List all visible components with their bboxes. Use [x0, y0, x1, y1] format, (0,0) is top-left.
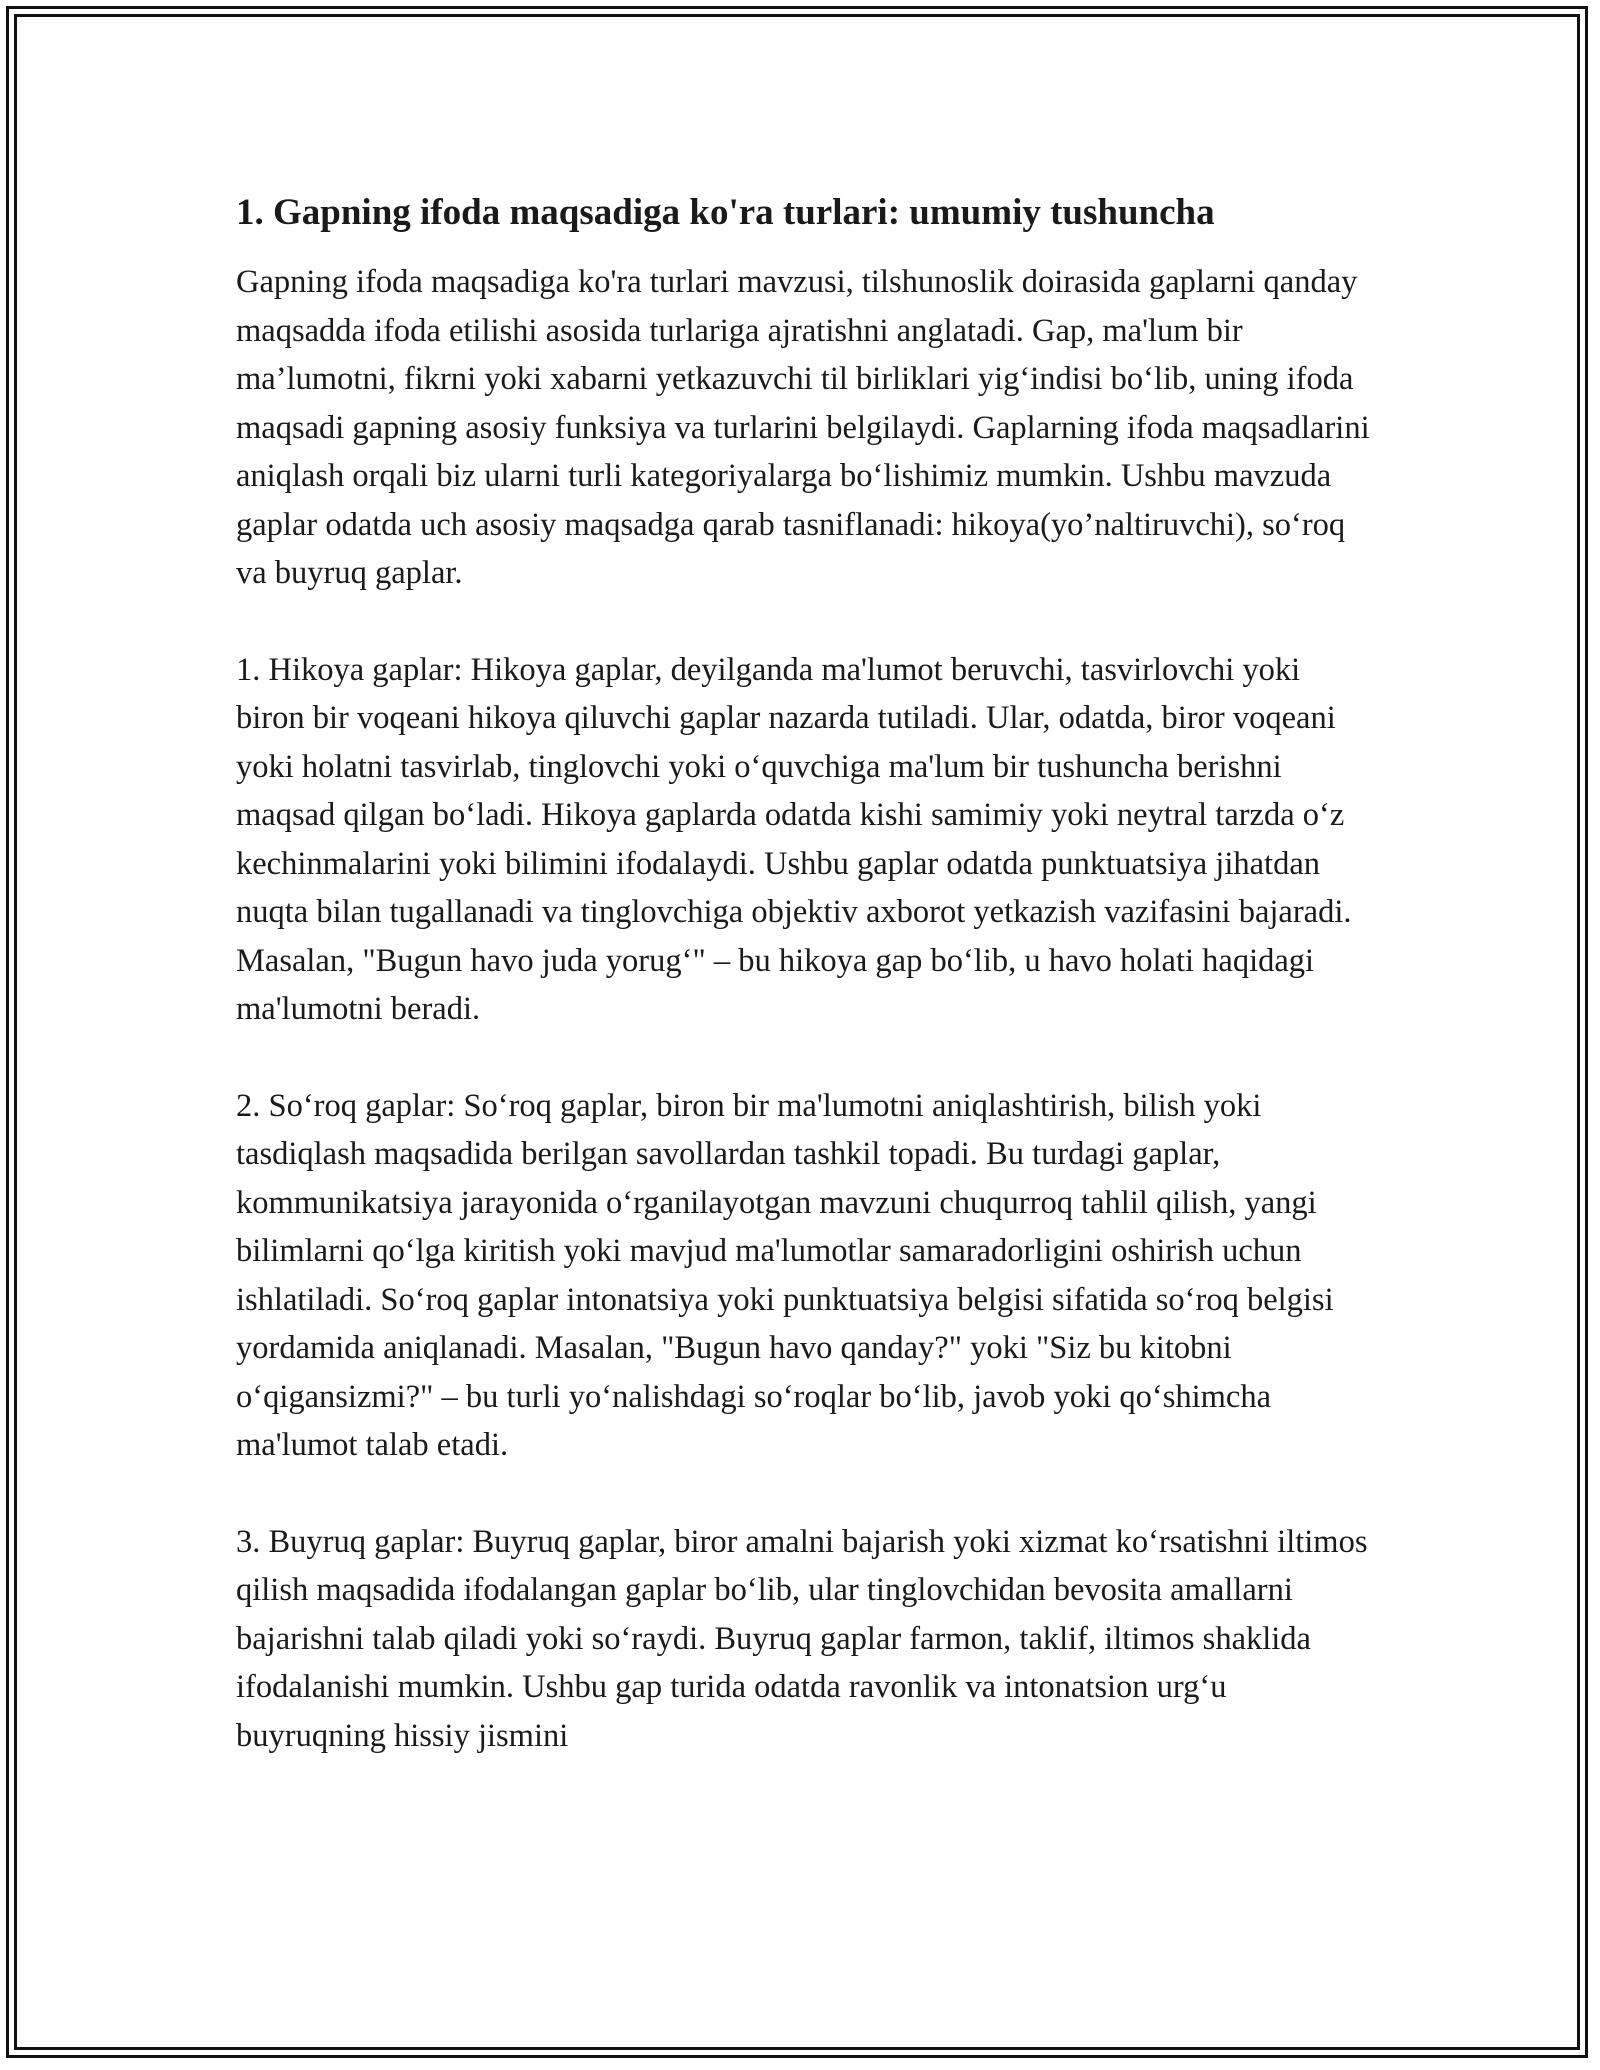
paragraph-buyruq-gaplar: 3. Buyruq gaplar: Buyruq gaplar, biror amalni bajarish yoki xizmat ko‘rsatishni iltimos qilish maqsadida ifodalangan gaplar bo‘lib, ular tinglovchidan bevosita amallarni bajarishni talab qiladi yoki so‘raydi. Buyruq gaplar farmon, taklif, iltimos shaklida ifodalanishi mumkin. Ushbu gap turida odatda ravonlik va intonatsion urg‘u buyruqning hissiy jismini	[236, 1523, 1368, 1754]
paragraph-soroq-gaplar: 2. So‘roq gaplar: So‘roq gaplar, biron bir ma'lumotni aniqlashtirish, bilish yoki tasdiqlash maqsadida berilgan savollardan tashkil topadi. Bu turdagi gaplar, kommunikatsiya jarayonida o‘rganilayotgan mavzuni chuqurroq tahlil qilish, yangi bilimlarni qo‘lga kiritish yoki mavjud ma'lumotlar samaradorligini oshirish uchun ishlatiladi. So‘roq gaplar intonatsiya yoki punktuatsiya belgisi sifatida so‘roq belgisi yordamida aniqlanadi. Masalan, "Bugun havo qanday?" yoki "Siz bu kitobni o‘qigansizmi?" – bu turli yo‘nalishdagi so‘roqlar bo‘lib, javob yoki qo‘shimcha ma'lumot talab etadi.	[236, 1087, 1334, 1463]
section-heading: 1. Gapning ifoda maqsadiga ko'ra turlari: umumiy tushuncha	[236, 192, 1215, 233]
paragraph-hikoya-gaplar: 1. Hikoya gaplar: Hikoya gaplar, deyilganda ma'lumot beruvchi, tasvirlovchi yoki biron bir voqeani hikoya qiluvchi gaplar nazarda tutiladi. Ular, odatda, biror voqeani yoki holatni tasvirlab, tinglovchi yoki o‘quvchiga ma'lum bir tushuncha berishni maqsad qilgan bo‘ladi. Hikoya gaplarda odatda kishi samimiy yoki neytral tarzda o‘z kechinmalarini yoki bilimini ifodalaydi. Ushbu gaplar odatda punktuatsiya jihatdan nuqta bilan tugallanadi va tinglovchiga objektiv axborot yetkazish vazifasini bajaradi. Masalan, "Bugun havo juda yorug‘" – bu hikoya gap bo‘lib, u havo holati haqidagi ma'lumotni beradi.	[236, 651, 1352, 1027]
paragraph-intro: Gapning ifoda maqsadiga ko'ra turlari mavzusi, tilshunoslik doirasida gaplarni qanday maqsadda ifoda etilishi asosida turlariga ajratishni anglatadi. Gap, ma'lum bir ma’lumotni, fikrni yoki xabarni yetkazuvchi til birliklari yig‘indisi bo‘lib, uning ifoda maqsadi gapning asosiy funksiya va turlarini belgilaydi. Gaplarning ifoda maqsadlarini aniqlash orqali biz ularni turli kategoriyalarga bo‘lishimiz mumkin. Ushbu mavzuda gaplar odatda uch asosiy maqsadga qarab tasniflanadi: hikoya(yo’naltiruvchi), so‘roq va buyruq gaplar.	[236, 264, 1370, 591]
document-body	[236, 186, 1376, 1760]
